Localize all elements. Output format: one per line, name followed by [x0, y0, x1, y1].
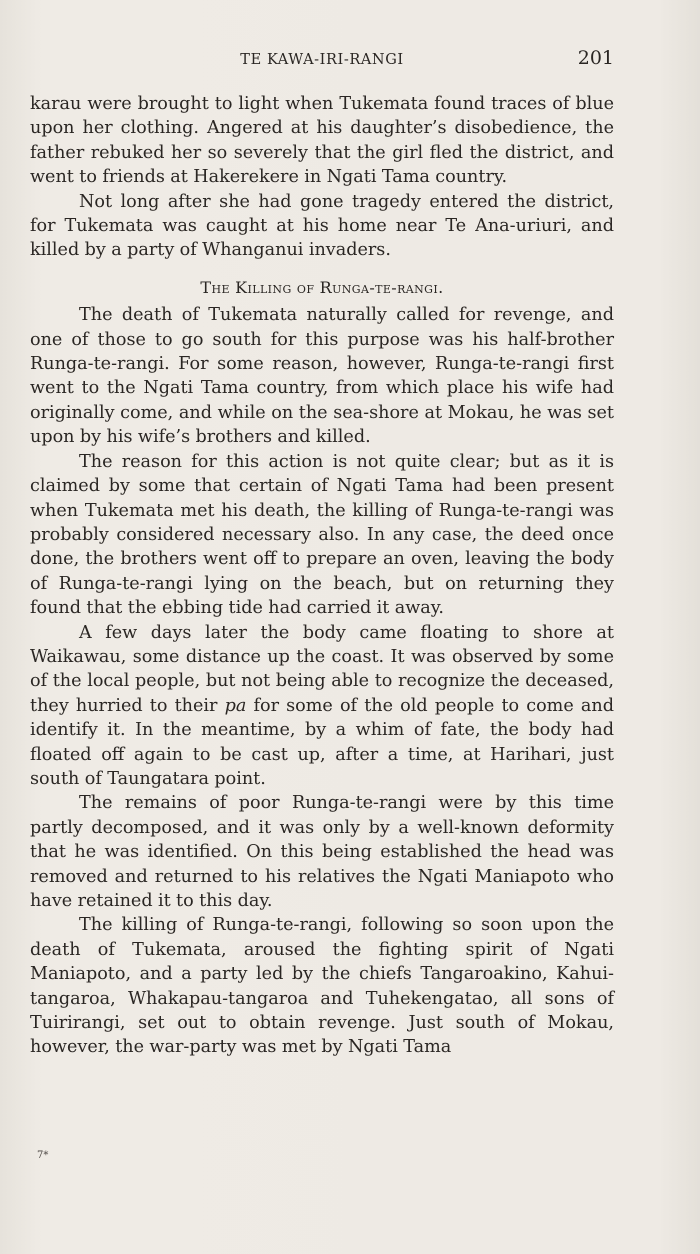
page-header [30, 47, 614, 73]
paragraph-text: for some of the old people to come and identify it. In the meantime, by a whim of fate, the body had floated off again to be cast up, after a time, at Harihari, just south of Taungatara point. [30, 695, 614, 789]
paragraph: The reason for this action is not quite clear; but as it is claimed by some that certain of Ngati Tama had been present when Tukemata met his death, the killing of Runga-te-rangi was probably considered necessary also. In any case, the deed once done, the brothers went off to prepare an oven, leaving the body of Runga-te-rangi lying on the beach, but on returning they found that the ebbing tide had carried it away. [30, 451, 614, 619]
paragraph: The killing of Runga-te-rangi, following so soon upon the death of Tukemata, aroused the fighting spirit of Ngati Maniapoto, and a party led by the chiefs Tangaroakino, Kahui-tangaroa, Whakapau-tangaroa and Tuhekengatao, all sons of Tuirirangi, set out to obtain revenge. Just south of Mokau, however, the war-party was met by Ngati Tama [30, 915, 614, 1058]
body-text [30, 92, 614, 1060]
section-heading: The Killing of Runga-te-rangi. [200, 277, 444, 297]
paragraph [30, 621, 614, 792]
running-title: TE KAWA-IRI-RANGI [240, 52, 404, 68]
italic-term: pa [224, 695, 247, 716]
paragraph: The remains of poor Runga-te-rangi were by this time partly decomposed, and it was only by a well-known deformity that he was identified. On this being established the head was removed and returned to his relatives the Ngati Maniapoto who have retained it to this day. [30, 793, 614, 911]
paragraph-text: A few days later the body came floating to shore at Waikawau, some distance up the coast. It was observed by some of the local people, but not being able to recognize the deceased, they hurried to their [30, 622, 614, 716]
paragraph: The death of Tukemata naturally called for revenge, and one of those to go south for this purpose was his half-brother Runga-te-rangi. For some reason, however, Runga-te-rangi first went to the Ngati Tama country, from which place his wife had originally come, and while on the sea-shore at Mokau, he was set upon by his wife’s brothers and killed. [30, 305, 614, 448]
paragraph: Not long after she had gone tragedy entered the district, for Tukemata was caught at his home near Te Ana-uriuri, and killed by a party of Whanganui invaders. [30, 191, 614, 261]
page-number: 201 [577, 47, 614, 69]
printer-signature-mark: 7* [37, 1150, 49, 1161]
paragraph: karau were brought to light when Tukemata found traces of blue upon her clothing. Angered at his daughter’s disobedience, the father rebuked her so severely that the girl fled the district, and went to friends at Hakerekere in Ngati Tama country. [30, 94, 614, 188]
